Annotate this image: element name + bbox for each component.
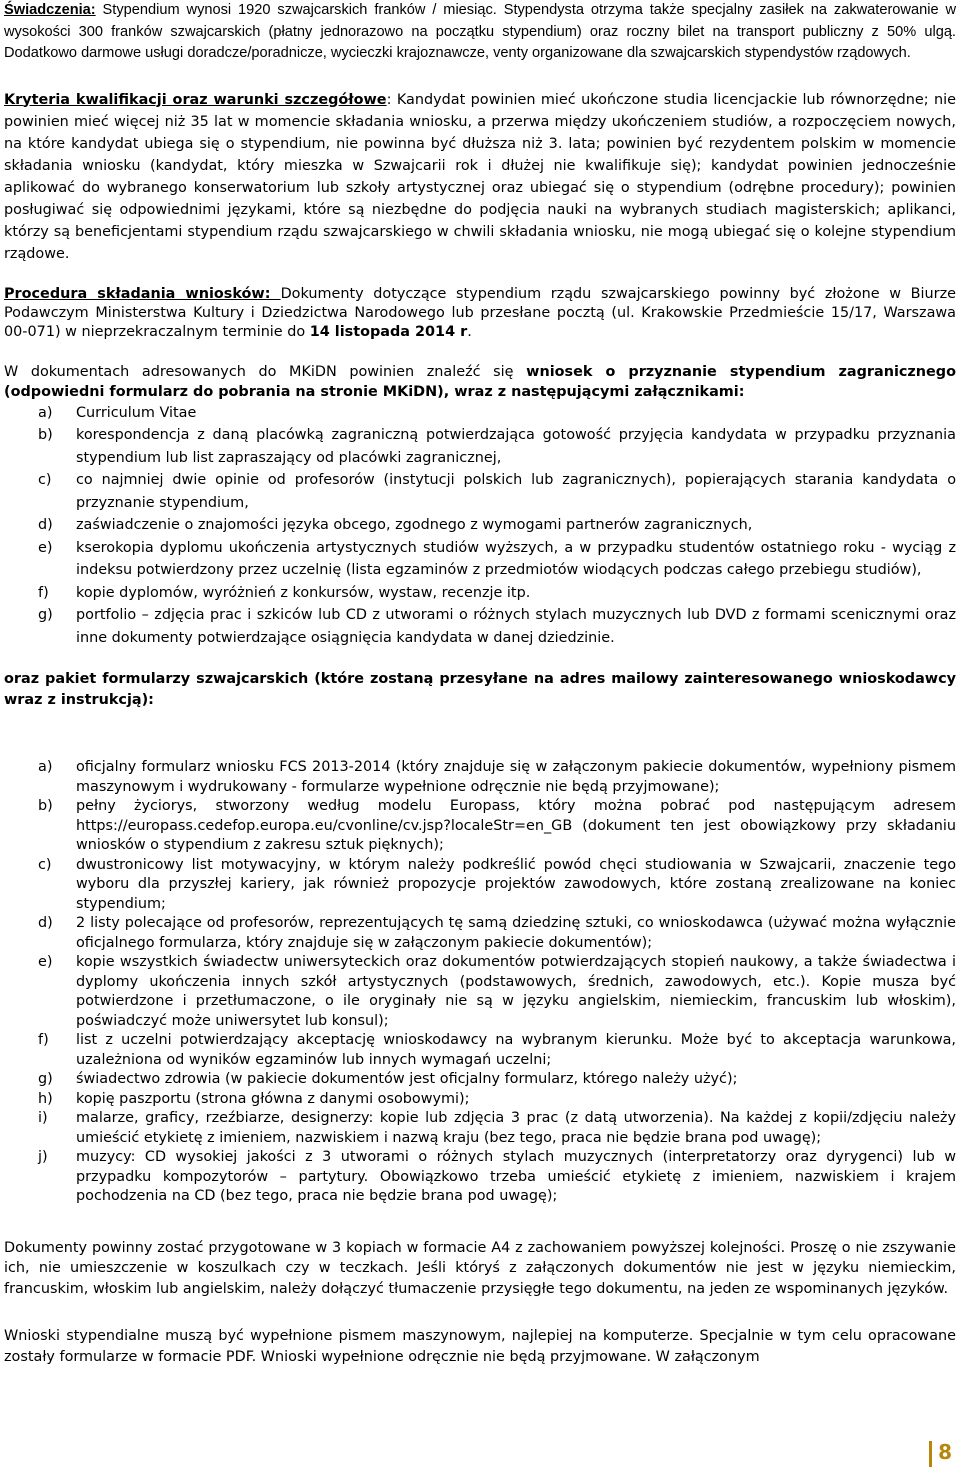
procedure-heading: Procedura składania wniosków:: [4, 285, 281, 302]
list-item-text: kserokopia dyplomu ukończenia artystycznych studiów wyższych, a w przypadku studentów ostatniego roku - wyciąg z indeksu potwierdzony przez uczelnię (lista egzaminów z przedmiotów wiodących podczas całego przebiegu studiów),: [76, 539, 956, 578]
list-item-label: g): [38, 1071, 53, 1087]
list-item-text: 2 listy polecające od profesorów, reprezentujących tę samą dziedzinę sztuki, co wnioskodawca (używać można wyłącznie oficjalnego formularza, który znajduje się w załączonym pakiecie dokumentów);: [76, 915, 956, 951]
list-item-text: świadectwo zdrowia (w pakiecie dokumentów jest oficjalny formularz, którego należy użyć);: [76, 1071, 738, 1087]
swiss-forms-list: [4, 758, 956, 1207]
benefits-paragraph: [4, 0, 956, 65]
list-item-label: c): [38, 472, 52, 488]
list-item-label: i): [38, 1110, 48, 1126]
list-item-text: kopie wszystkich świadectw uniwersyteckich oraz dokumentów potwierdzających stopień naukowy, a także świadectwa i dyplomy ukończenia innych szkół artystycznych (podstawowych, średnich, zawodowych, etc.). Kopie musza być potwierdzone i przetłumaczone, o ile oryginały nie są w języku angielskim, niemieckim, francuskim lub włoskim), poświadczyć może uniwersytet lub konsul);: [76, 954, 956, 1029]
list-item-label: f): [38, 584, 49, 601]
list-item-text: portfolio – zdjęcia prac i szkiców lub CD z utworami o różnych stylach muzycznych lub DVD z formami scenicznymi oraz inne dokumenty potwierdzające osiągnięcia kandydata w danej dziedzinie.: [76, 607, 956, 646]
list-item-text: kopię paszportu (strona główna z danymi osobowymi);: [76, 1090, 470, 1107]
list-item-text: dwustronicowy list motywacyjny, w którym należy podkreślić powód chęci studiowania w Szwajcarii, znaczenie tego wyboru dla przyszłej kariery, jak również propozycje projektów zawodowych, które zostaną zrealizowane na koniec stypendium;: [76, 856, 956, 912]
procedure-paragraph: [4, 285, 956, 342]
list-item-label: a): [38, 759, 53, 775]
benefits-heading: Świadczenia:: [4, 2, 96, 18]
list-item-label: f): [38, 1032, 49, 1048]
swiss-package-paragraph: [4, 669, 956, 711]
swiss-package-text: oraz pakiet formularzy szwajcarskich (które zostaną przesyłane na adres mailowy zainteresowanego wnioskodawcy wraz z instrukcją):: [4, 671, 956, 708]
benefits-text: Stypendium wynosi 1920 szwajcarskich franków / miesiąc. Stypendysta otrzyma także specjalny zasiłek na zakwaterowanie w wysokości 300 franków szwajcarskich (płatny jednorazowo na początku stypendium) oraz roczny bilet na transport publiczny z 50% ulgą. Dodatkowo darmowe usługi doradcze/poradnicze, wycieczki krajoznawcze, venty organizowane dla szwajcarskich stypendystów rządowych.: [4, 2, 956, 61]
list-item-label: e): [38, 539, 53, 556]
list-item-text: oficjalny formularz wniosku FCS 2013-2014 (który znajduje się w załączonym pakiecie dokumentów, wypełniony pismem maszynowym i wydrukowany - formularze wypełnione odręcznie nie będą przyjmowane);: [76, 759, 956, 795]
procedure-deadline: 14 listopada 2014 r: [309, 323, 468, 340]
procedure-text: Dokumenty dotyczące stypendium rządu szwajcarskiego powinny być złożone w Biurze Podawczym Ministerstwa Kultury i Dziedzictwa Narodowego lub przesłane pocztą (ul. Krakowskie Przedmieście 15/17, Warszawa 00-071) w nieprzekraczalnym terminie do: [4, 285, 956, 340]
list-item: [4, 856, 956, 915]
copies-note-paragraph: [4, 1238, 956, 1300]
list-item-text: korespondencja z daną placówką zagraniczną potwierdzająca gotowość przyjęcia kandydata w przypadku przyznania stypendium lub list zapraszający od placówki zagranicznej,: [76, 427, 956, 466]
list-item: [4, 402, 956, 425]
list-item-label: b): [38, 798, 53, 814]
list-item: [4, 953, 956, 1031]
list-item-text: zaświadczenie o znajomości języka obcego, zgodnego z wymogami partnerów zagranicznych,: [76, 517, 753, 533]
list-item: [4, 1031, 956, 1070]
list-item: [4, 1070, 956, 1090]
list-item: [4, 469, 956, 514]
list-item: [4, 604, 956, 649]
list-item-label: g): [38, 607, 53, 623]
list-item-label: d): [38, 915, 53, 931]
criteria-heading: Kryteria kwalifikacji oraz warunki szczegółowe: [4, 91, 387, 108]
list-item-label: b): [38, 427, 53, 443]
list-item-text: malarze, graficy, rzeźbiarze, designerzy: kopie lub zdjęcia 3 prac (z datą utworzenia). Na każdej z kopii/zdjęciu należy umieścić etykietę z imieniem, nazwiskiem i nazwą kraju (bez tego, praca nie będzie brana pod uwagę);: [76, 1110, 956, 1146]
page-number-text: 8: [938, 1440, 952, 1464]
list-item-text: muzycy: CD wysokiej jakości z 3 utworami o różnych stylach muzycznych (interpretatorzy oraz dyrygenci) lub w przypadku kompozytorów – partytury. Obowiązkowo trzeba umieścić etykietę z imieniem, nazwiskiem i krajem pochodzenia na CD (bez tego, praca nie będzie brana pod uwagę);: [76, 1149, 956, 1204]
list-item: [4, 758, 956, 797]
list-item: [4, 1109, 956, 1148]
list-item-text: list z uczelni potwierdzający akceptację wnioskodawcy na wybranym kierunku. Może być to akceptacja warunkowa, uzależniona od wyników egzaminów lub innych wymagań uczelni;: [76, 1032, 956, 1068]
documents-intro-bold: wniosek o przyznanie stypendium zagranicznego (odpowiedni formularz do pobrania na stronie MKiDN), wraz z następującymi załącznikami:: [4, 363, 956, 400]
list-item: [4, 582, 956, 605]
criteria-paragraph: [4, 89, 956, 265]
list-item: [4, 1148, 956, 1207]
list-item-text: co najmniej dwie opinie od profesorów (instytucji polskich lub zagranicznych), popierających starania kandydata o przyznanie stypendium,: [76, 472, 956, 511]
list-item-label: h): [38, 1090, 53, 1107]
document-page: [4, 4, 956, 1367]
procedure-end: .: [467, 323, 472, 340]
list-item: [4, 914, 956, 953]
list-item: [4, 797, 956, 856]
list-item: [4, 1090, 956, 1110]
criteria-text: : Kandydat powinien mieć ukończone studia licencjackie lub równorzędne; nie powinien mieć więcej niż 35 lat w momencie składania wniosku, a przerwa między ukończeniem studiów, a rozpoczęciem nowych, na które kandydat ubiega się o stypendium, nie powinna być dłuższa niż 3. lata; powinien być rezydentem polskim w momencie składania wniosku (kandydat, który mieszka w Szwajcarii rok i dłużej nie kwalifikuje się); kandydat powinien jednocześnie aplikować do wybranego konserwatorium lub szkoły artystycznej oraz ubiegać się o stypendium (odrębne procedury); powinien posługiwać się odpowiednimi językami, które są niezbędne do podjęcia nauki na wybranych studiach magisterskich; aplikanci, którzy są beneficjentami stypendium rządu szwajcarskiego w chwili składania wniosku, nie mogą ubiegać się o kolejne stypendium rządowe.: [4, 91, 957, 262]
list-item-label: c): [38, 856, 52, 873]
list-item-text: kopie dyplomów, wyróżnień z konkursów, wystaw, recenzje itp.: [76, 584, 531, 601]
list-item: [4, 424, 956, 469]
final-note-paragraph: [4, 1326, 956, 1367]
page-number: [929, 1440, 952, 1467]
list-item-label: e): [38, 954, 53, 970]
page-number-bar: [929, 1441, 932, 1467]
list-item-text: Curriculum Vitae: [76, 404, 197, 421]
documents-intro-paragraph: [4, 362, 956, 402]
copies-note-text: Dokumenty powinny zostać przygotowane w 3 kopiach w formacie A4 z zachowaniem powyższej kolejności. Proszę o nie zszywanie ich, nie umieszczenie w koszulkach czy w teczkach. Jeśli któryś z załączonych dokumentów nie jest w języku niemieckim, francuskim, włoskim lub angielskim, należy dołączyć tłumaczenie przysięgłe tego dokumentu, na jeden ze wspominanych języków.: [4, 1239, 956, 1297]
list-item-label: d): [38, 517, 53, 533]
list-item-label: a): [38, 404, 53, 421]
list-item-text: pełny życiorys, stworzony według modelu Europass, który można pobrać pod następującym adresem https://europass.cedefop.europa.eu/cvonline/cv.jsp?localeStr=en_GB (dokument ten jest obowiązkowy przy składaniu wniosków o stypendium z zakresu sztuk pięknych);: [76, 798, 956, 853]
documents-intro-text: W dokumentach adresowanych do MKiDN powinien znaleźć się: [4, 363, 527, 380]
list-item: [4, 537, 956, 582]
list-item: [4, 514, 956, 537]
final-note-text: Wnioski stypendialne muszą być wypełnione pismem maszynowym, najlepiej na komputerze. Specjalnie w tym celu opracowane zostały formularze w formacie PDF. Wnioski wypełnione odręcznie nie będą przyjmowane. W załączonym: [4, 1328, 956, 1365]
attachments-list: [4, 402, 956, 650]
list-item-label: j): [38, 1149, 48, 1165]
